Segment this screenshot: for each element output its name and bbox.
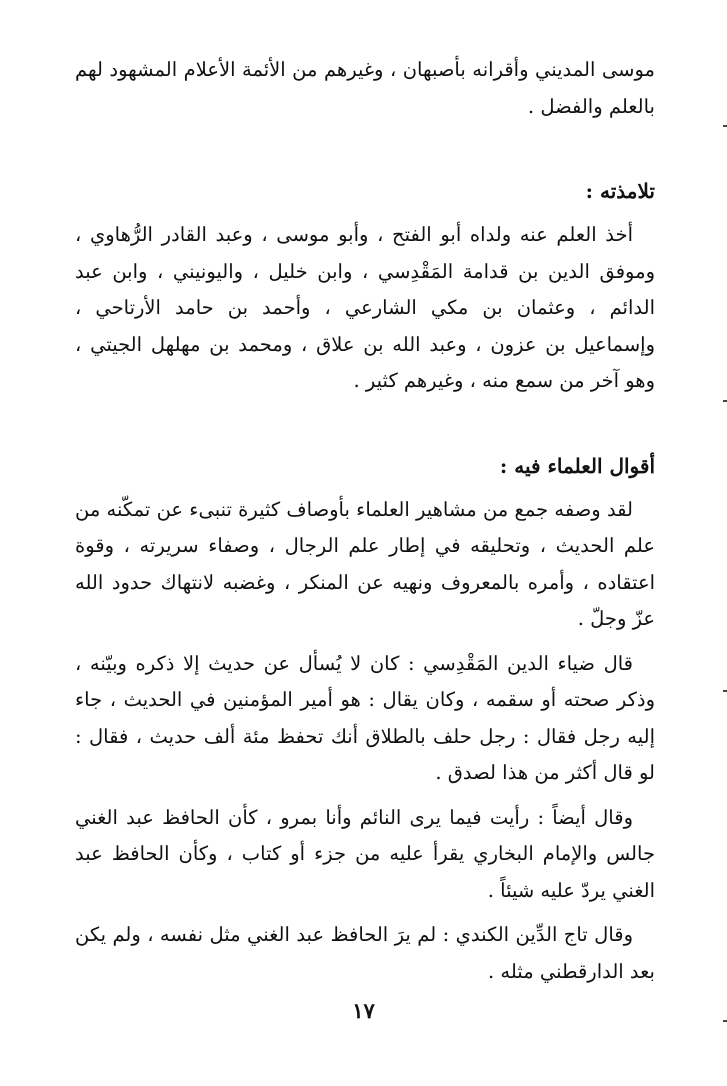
page-number: ١٧ [352, 998, 375, 1023]
students-heading: تلامذته : [585, 179, 655, 203]
scholars-paragraph-1: لقد وصفه جمع من مشاهير العلماء بأوصاف كثيرة تنبىء عن تمكّنه من علم الحديث ، وتحليقه في إطار علم الرجال ، وصفاء سريرته ، وقوة اعتقاده ، وأمره بالمعروف ونهيه عن المنكر ، وغضبه لانتهاك حدود الله عزّ وجلّ . [75, 497, 655, 630]
scholars-heading: أقوال العلماء فيه : [499, 453, 655, 478]
edge-mark [723, 1020, 727, 1022]
intro-paragraph: موسى المديني وأقرانه بأصبهان ، وغيرهم من الأئمة الأعلام المشهود لهم بالعلم والفضل . [75, 58, 655, 118]
edge-mark [723, 400, 727, 402]
students-paragraph: أخذ العلم عنه ولداه أبو الفتح ، وأبو موسى ، وعبد القادر الرُّهاوي ، وموفق الدين بن قدامة المَقْدِسي ، وابن خليل ، واليونيني ، وابن عبد الدائم ، وعثمان بن مكي الشارعي ، وأحمد بن حامد الأرتاحي ، وإسماعيل بن عزون ، وعبد الله بن علاق ، ومحمد بن مهلهل الجيتي ، وهو آخر من سمع منه ، وغيرهم كثير . [75, 223, 655, 392]
scholars-paragraph-3: وقال أيضاً : رأيت فيما يرى النائم وأنا بمرو ، كأن الحافظ عبد الغني جالس والإمام البخاري يقرأ عليه من جزء أو كتاب ، وكأن الحافظ عبد الغني يردّ عليه شيئاً . [75, 805, 655, 902]
edge-mark [723, 125, 727, 127]
page-body [75, 52, 655, 990]
scholars-paragraph-2: قال ضياء الدين المَقْدِسي : كان لا يُسأل عن حديث إلا ذكره وبيّنه ، وذكر صحته أو سقمه ، وكان يقال : هو أمير المؤمنين في الحديث ، جاء إليه رجل فقال : رجل حلف بالطلاق أنك تحفظ مئة ألف حديث ، فقال : لو قال أكثر من هذا لصدق . [75, 651, 655, 784]
edge-mark [723, 690, 727, 692]
scholars-paragraph-4: وقال تاج الدِّين الكندي : لم يرَ الحافظ عبد الغني مثل نفسه ، ولم يكن بعد الدارقطني مثله . [75, 923, 655, 983]
